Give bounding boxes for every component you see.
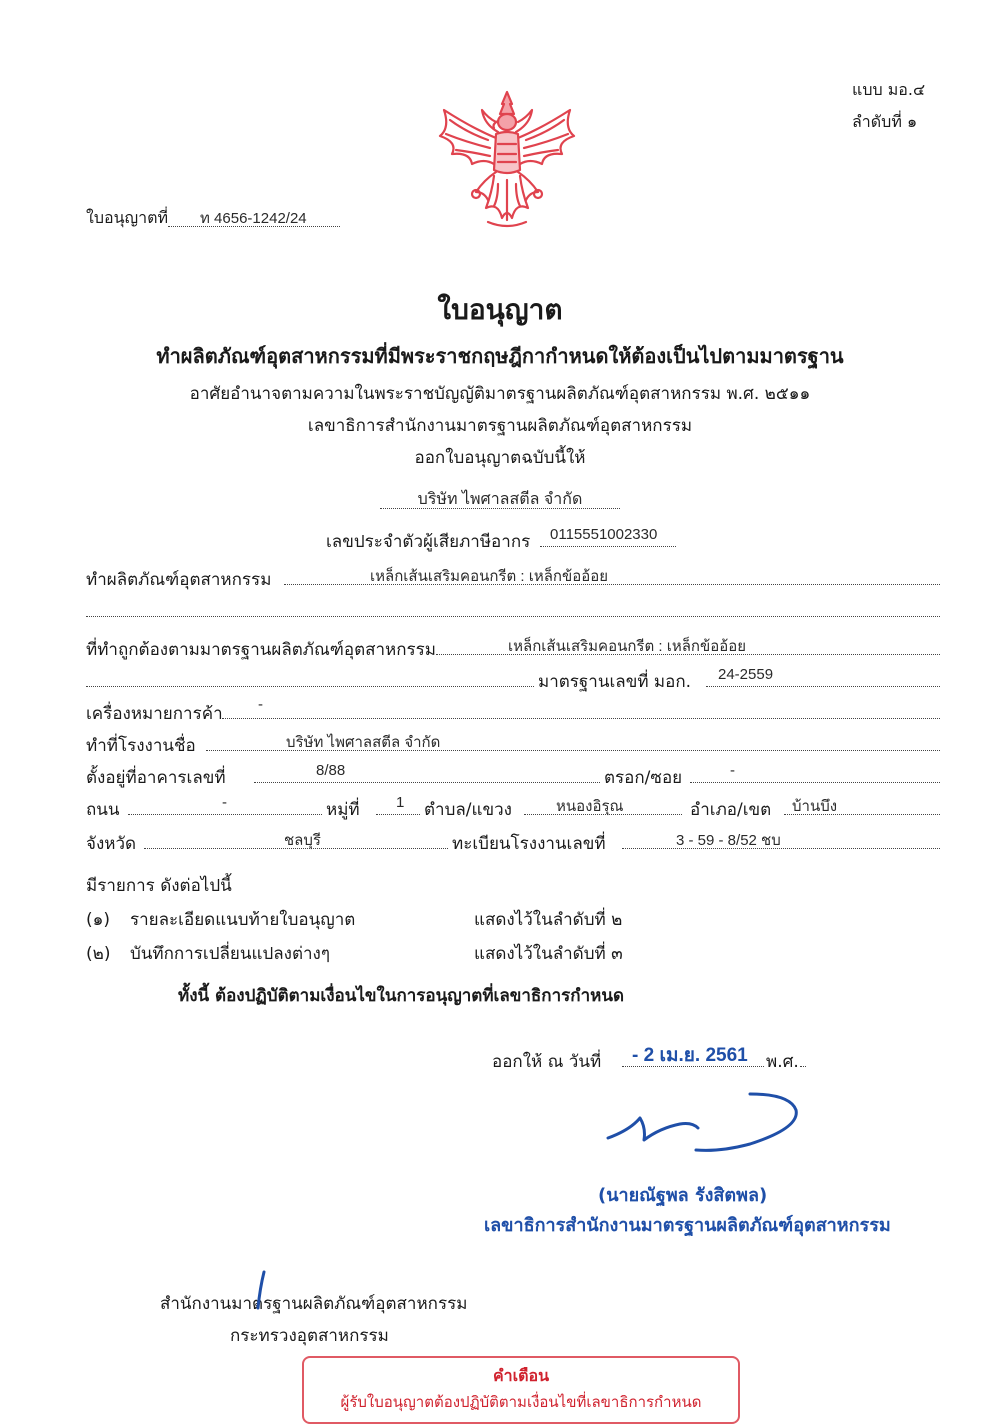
list-item-1-ref: แสดงไว้ในลำดับที่ ๒ <box>474 910 623 930</box>
warning-text: ผู้รับใบอนุญาตต้องปฏิบัติตามเงื่อนไขที่เลขาธิการกำหนด <box>340 1393 702 1411</box>
road-dots <box>128 814 322 815</box>
building-label: ตั้งอยู่ที่อาคารเลขที่ <box>86 768 226 788</box>
moo-label: หมู่ที่ <box>326 800 360 820</box>
warning-title: คำเตือน <box>492 1366 550 1385</box>
issue-line: ออกใบอนุญาตฉบับนี้ให้ <box>414 448 586 468</box>
alley-label: ตรอก/ซอย <box>604 768 683 788</box>
office-ministry: กระทรวงอุตสาหกรรม <box>230 1326 389 1346</box>
license-number: ท 4656-1242/24 <box>200 210 307 227</box>
building-value: 8/88 <box>316 762 346 779</box>
signature-image <box>600 1088 820 1158</box>
list-item-2-text: บันทึกการเปลี่ยนแปลงต่างๆ <box>130 944 330 964</box>
list-item-1-num: (๑) <box>86 910 111 930</box>
std-no-value: 24-2559 <box>718 666 774 683</box>
moo-dots <box>376 814 420 815</box>
issue-era: พ.ศ. <box>766 1052 799 1072</box>
signer-position: เลขาธิการสำนักงานมาตรฐานผลิตภัณฑ์อุตสาหกรรม <box>484 1215 891 1236</box>
moo-value: 1 <box>396 794 405 811</box>
subdistrict-label: ตำบล/แขวง <box>424 800 512 820</box>
license-label: ใบอนุญาตที่ <box>86 208 169 227</box>
factory-value: บริษัท ไพศาลสตีล จำกัด <box>286 734 441 751</box>
document-subtitle: ทำผลิตภัณฑ์อุตสาหกรรมที่มีพระราชกฤษฎีกากำหนดให้ต้องเป็นไปตามมาตรฐาน <box>156 344 844 368</box>
order-label: ลำดับที่ ๑ <box>852 112 918 131</box>
standard-label: ที่ทำถูกต้องตามมาตรฐานผลิตภัณฑ์อุตสาหกรรม <box>86 640 437 660</box>
alley-dots <box>690 782 940 783</box>
form-type: แบบ มอ.๔ <box>852 80 926 99</box>
std-no-dots <box>706 686 940 687</box>
issue-date-label: ออกให้ ณ วันที่ <box>492 1052 602 1072</box>
district-label: อำเภอ/เขต <box>690 800 772 820</box>
issue-date-stamp: - 2 เม.ย. 2561 <box>632 1045 748 1066</box>
office-name: สำนักงานมาตรฐานผลิตภัณฑ์อุตสาหกรรม <box>160 1294 468 1314</box>
trademark-dots <box>222 718 940 719</box>
issue-era-dots <box>800 1066 806 1067</box>
reg-dots <box>622 848 940 849</box>
authority-line: อาศัยอำนาจตามความในพระราชบัญญัติมาตรฐานผลิตภัณฑ์อุตสาหกรรม พ.ศ. ๒๕๑๑ <box>189 384 811 404</box>
alley-value: - <box>730 762 735 779</box>
province-label: จังหวัด <box>86 834 137 854</box>
trademark-label: เครื่องหมายการค้า <box>86 704 223 724</box>
std-no-label: มาตรฐานเลขที่ มอก. <box>538 672 692 692</box>
trademark-value: - <box>258 696 263 713</box>
reg-label: ทะเบียนโรงงานเลขที่ <box>452 834 606 854</box>
standard-value: เหล็กเส้นเสริมคอนกรีต : เหล็กข้ออ้อย <box>508 638 747 655</box>
list-item-2-ref: แสดงไว้ในลำดับที่ ๓ <box>474 944 623 964</box>
company-name: บริษัท ไพศาลสตีล จำกัด <box>417 491 583 508</box>
garuda-emblem-icon <box>432 88 582 233</box>
product-value: เหล็กเส้นเสริมคอนกรีต : เหล็กข้ออ้อย <box>370 568 609 585</box>
product-label: ทำผลิตภัณฑ์อุตสาหกรรม <box>86 570 272 590</box>
list-intro: มีรายการ ดังต่อไปนี้ <box>86 876 232 896</box>
tax-value: 0115551002330 <box>550 526 658 543</box>
std-no-dots-left <box>86 686 534 687</box>
secretary-line: เลขาธิการสำนักงานมาตรฐานผลิตภัณฑ์อุตสาหกรรม <box>307 416 693 436</box>
tax-dots <box>540 546 676 547</box>
product-dots-2 <box>86 616 940 617</box>
tax-label: เลขประจำตัวผู้เสียภาษีอากร <box>326 532 531 552</box>
reg-value: 3 - 59 - 8/52 ชบ <box>676 832 781 849</box>
pen-mark-icon <box>254 1270 268 1310</box>
list-item-2-num: (๒) <box>86 944 111 964</box>
signer-name: (นายณัฐพล รังสิตพล) <box>598 1185 768 1206</box>
province-value: ชลบุรี <box>284 832 321 849</box>
subdistrict-value: หนองอิรุณ <box>556 798 624 815</box>
condition-text: ทั้งนี้ ต้องปฏิบัติตามเงื่อนไขในการอนุญาตที่เลขาธิการกำหนด <box>178 986 624 1006</box>
road-value: - <box>222 794 227 811</box>
list-item-1-text: รายละเอียดแนบท้ายใบอนุญาต <box>130 910 356 930</box>
district-value: บ้านบึง <box>792 798 838 815</box>
factory-label: ทำที่โรงงานชื่อ <box>86 736 196 756</box>
building-dots <box>254 782 600 783</box>
road-label: ถนน <box>86 800 120 820</box>
document-title: ใบอนุญาต <box>437 293 563 326</box>
